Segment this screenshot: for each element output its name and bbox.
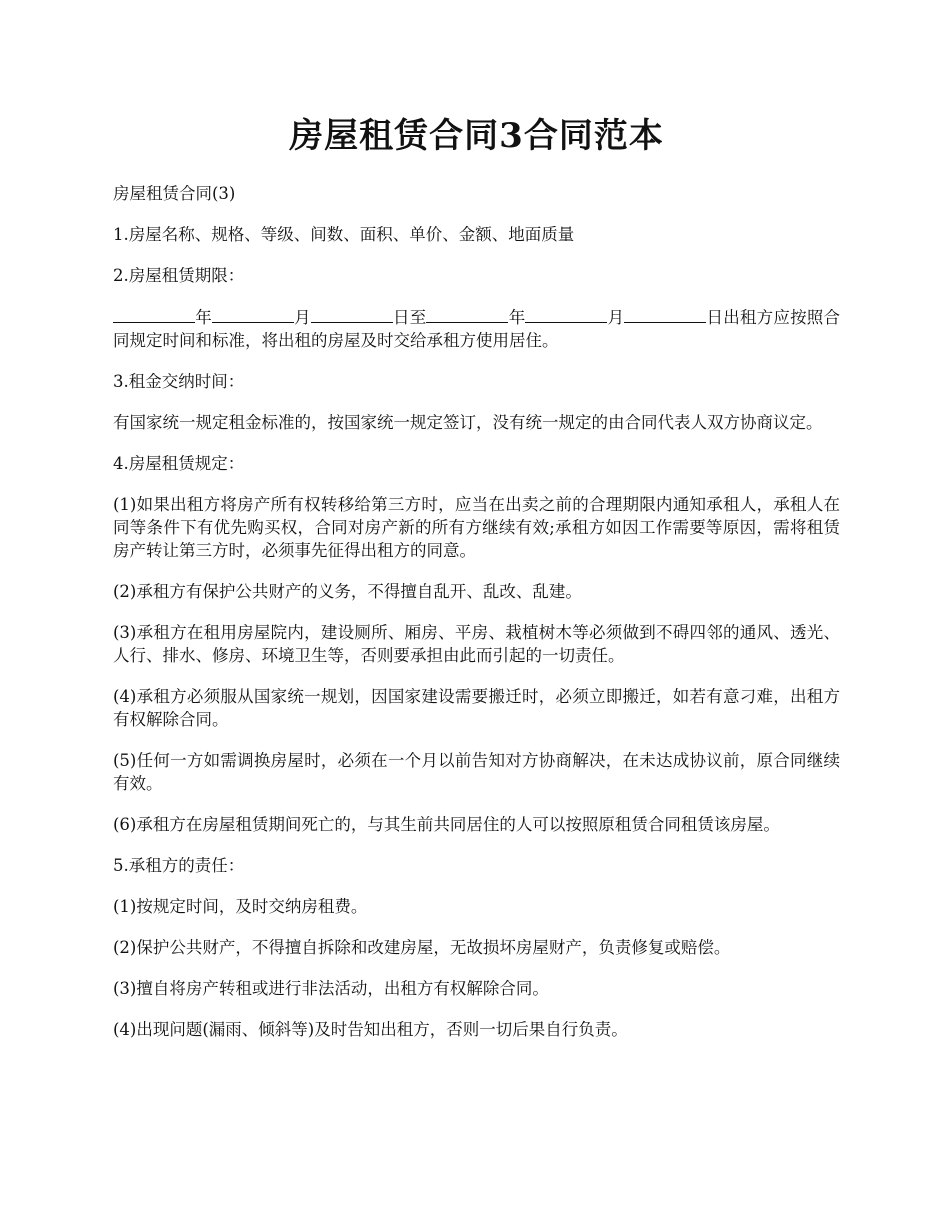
paragraph: (6)承租方在房屋租赁期间死亡的，与其生前共同居住的人可以按照原租赁合同租赁该房屋。	[113, 815, 780, 834]
paragraph: (4)出现问题(漏雨、倾斜等)及时告知出租方，否则一切后果自行负责。	[113, 1020, 628, 1039]
paragraph: (2)保护公共财产，不得擅自拆除和改建房屋，无故损坏房屋财产，负责修复或赔偿。	[113, 938, 731, 957]
paragraph: 房屋租赁合同(3)	[113, 184, 236, 203]
paragraph: (1)按规定时间，及时交纳房租费。	[113, 897, 368, 916]
paragraph: 2.房屋租赁期限：	[113, 266, 245, 285]
paragraph: (5)任何一方如需调换房屋时，必须在一个月以前告知对方协商解决，在未达成协议前，原合同继续有效。	[113, 751, 840, 793]
paragraph: (1)如果出租方将房产所有权转移给第三方时，应当在出卖之前的合理期限内通知承租人，承租人在同等条件下有优先购买权，合同对房产新的所有方继续有效;承租方如因工作需要等原因，需将租赁房产转让第三方时，必须事先征得出租方的同意。	[113, 495, 840, 560]
paragraph: 1.房屋名称、规格、等级、间数、面积、单价、金额、地面质量	[113, 225, 575, 244]
paragraph: 有国家统一规定租金标准的，按国家统一规定签订，没有统一规定的由合同代表人双方协商议定。	[113, 413, 823, 432]
blank-line	[311, 305, 393, 323]
blank-line	[212, 305, 294, 323]
blank-line	[525, 305, 607, 323]
paragraph: (2)承租方有保护公共财产的义务，不得擅自乱开、乱改、乱建。	[113, 582, 582, 601]
blank-line	[426, 305, 508, 323]
lease-day-to-label: 日至	[392, 308, 427, 327]
paragraph: 4.房屋租赁规定：	[113, 454, 245, 473]
lease-year2-label: 年	[508, 308, 526, 327]
blank-line	[113, 305, 195, 323]
lease-month-label: 月	[293, 308, 311, 327]
lease-period-paragraph	[113, 305, 840, 352]
paragraph: (3)擅自将房产转租或进行非法活动，出租方有权解除合同。	[113, 979, 549, 998]
lease-tail-text: 日出租方应按照合同规定时间和标准，将出租的房屋及时交给承租方使用居住。	[113, 308, 841, 350]
lease-month2-label: 月	[607, 308, 625, 327]
paragraph: 3.租金交纳时间：	[113, 372, 245, 391]
document-body	[113, 182, 840, 1059]
document-title: 房屋租赁合同3合同范本	[289, 116, 664, 156]
paragraph: (4)承租方必须服从国家统一规划，因国家建设需要搬迁时，必须立即搬迁，如若有意刁难，出租方有权解除合同。	[113, 687, 840, 729]
paragraph: (3)承租方在租用房屋院内，建设厕所、厢房、平房、栽植树木等必须做到不碍四邻的通风、透光、人行、排水、修房、环境卫生等，否则要承担由此而引起的一切责任。	[113, 623, 840, 665]
blank-line	[624, 305, 706, 323]
lease-year-label: 年	[195, 308, 212, 327]
paragraph: 5.承租方的责任：	[113, 856, 245, 875]
